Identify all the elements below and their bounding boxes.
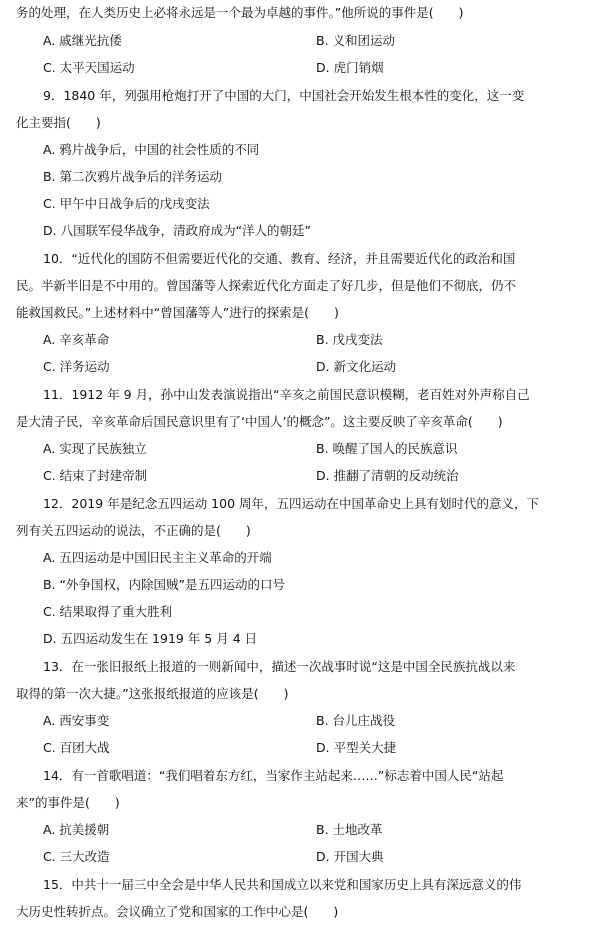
question-10-stem-line2: 民。半新半旧是不中用的。曾国藩等人探索近代化方面走了好几步，但是他们不彻底，仍不: [16, 278, 517, 293]
q12-option-d: D. 五四运动发生在 1919 年 5 月 4 日: [43, 631, 258, 646]
question-13-stem-line1: 13．在一张旧报纸上报道的一则新闻中，描述一次战事时说“这是中国全民族抗战以来: [43, 659, 516, 674]
q12-option-b: B. “外争国权，内除国贼”是五四运动的口号: [43, 577, 285, 592]
q11-option-c: C. 结束了封建帝制: [43, 468, 148, 483]
q10-option-d: D. 新文化运动: [316, 359, 397, 374]
question-13-stem-line2: 取得的第一次大捷。”这张报纸报道的应该是( ): [16, 686, 289, 701]
question-8-stem: 务的处理，在人类历史上必将永远是一个最为卓越的事件。”他所说的事件是( ): [16, 5, 464, 20]
q8-option-d: D. 虎门销烟: [316, 60, 384, 75]
question-12-stem-line2: 列有关五四运动的说法，不正确的是( ): [16, 523, 251, 538]
question-14-stem-line1: 14．有一首歌唱道：“我们唱着东方红，当家作主站起来……”标志着中国人民“站起: [43, 768, 504, 783]
q9-option-d: D. 八国联军侵华战争，清政府成为“洋人的朝廷”: [43, 223, 312, 238]
q9-option-c: C. 甲午中日战争后的戊戌变法: [43, 196, 210, 211]
q12-option-a: A. 五四运动是中国旧民主主义革命的开端: [43, 550, 272, 565]
q14-option-c: C. 三大改造: [43, 849, 110, 864]
question-9-stem-line1: 9．1840 年，列强用枪炮打开了中国的大门，中国社会开始发生根本性的变化，这一变: [43, 88, 525, 103]
q13-option-a: A. 西安事变: [43, 713, 110, 728]
q10-option-c: C. 洋务运动: [43, 359, 110, 374]
question-14-stem-line2: 来”的事件是( ): [16, 795, 120, 810]
q13-option-c: C. 百团大战: [43, 740, 110, 755]
q11-option-a: A. 实现了民族独立: [43, 441, 147, 456]
q11-option-d: D. 推翻了清朝的反动统治: [316, 468, 459, 483]
q13-option-d: D. 平型关大捷: [316, 740, 397, 755]
question-15-stem-line1: 15．中共十一届三中全会是中华人民共和国成立以来党和国家历史上具有深远意义的伟: [43, 877, 522, 892]
question-12-stem-line1: 12．2019 年是纪念五四运动 100 周年，五四运动在中国革命史上具有划时代的意义，下: [43, 496, 539, 511]
q14-option-d: D. 开国大典: [316, 849, 384, 864]
q8-option-c: C. 太平天国运动: [43, 60, 135, 75]
q8-option-a: A. 戚继光抗倭: [43, 33, 122, 48]
q13-option-b: B. 台儿庄战役: [316, 713, 396, 728]
question-9-stem-line2: 化主要指( ): [16, 115, 101, 130]
question-11-stem-line1: 11．1912 年 9 月，孙中山发表演说指出“辛亥之前国民意识模糊，老百姓对外声称自己: [43, 387, 530, 402]
q12-option-c: C. 结果取得了重大胜利: [43, 604, 173, 619]
q14-option-b: B. 土地改革: [316, 822, 383, 837]
q10-option-b: B. 戊戌变法: [316, 332, 383, 347]
q10-option-a: A. 辛亥革命: [43, 332, 110, 347]
q9-option-b: B. 第二次鸦片战争后的洋务运动: [43, 169, 223, 184]
q14-option-a: A. 抗美援朝: [43, 822, 110, 837]
q8-option-b: B. 义和团运动: [316, 33, 396, 48]
q9-option-a: A. 鸦片战争后，中国的社会性质的不同: [43, 142, 260, 157]
question-11-stem-line2: 是大清子民，辛亥革命后国民意识里有了‘中国人’的概念”。这主要反映了辛亥革命( ): [16, 414, 503, 429]
question-10-stem-line3: 能救国救民。”上述材料中“曾国藩等人”进行的探索是( ): [16, 305, 339, 320]
question-10-stem-line1: 10．“近代化的国防不但需要近代化的交通、教育、经济，并且需要近代化的政治和国: [43, 251, 516, 266]
q11-option-b: B. 唤醒了国人的民族意识: [316, 441, 458, 456]
question-15-stem-line2: 大历史性转折点。会议确立了党和国家的工作中心是( ): [16, 904, 339, 919]
